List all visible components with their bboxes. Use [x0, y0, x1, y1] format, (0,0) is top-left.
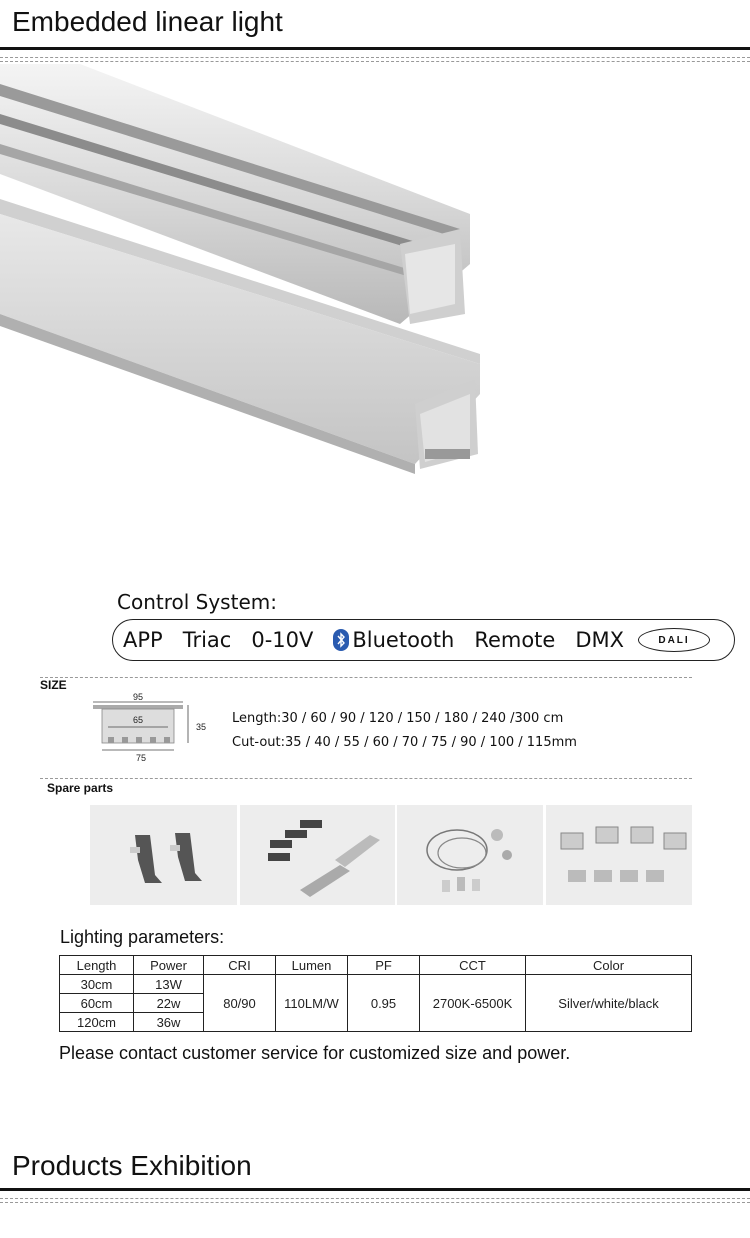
cell-length: 60cm — [60, 994, 134, 1013]
product-image — [0, 64, 750, 514]
section-title-products: Products Exhibition — [12, 1150, 252, 1181]
col-power: Power — [134, 956, 204, 975]
title-rule — [0, 1188, 750, 1191]
customization-note: Please contact customer service for customized size and power. — [59, 1043, 571, 1063]
dim-bottom: 75 — [135, 753, 147, 763]
control-0-10v: 0-10V — [251, 628, 314, 652]
cell-power: 22w — [134, 994, 204, 1013]
control-triac: Triac — [182, 628, 232, 652]
length-spec: Length:30 / 60 / 90 / 120 / 150 / 180 / 240 /300 cm — [232, 711, 564, 726]
dotted-divider — [40, 778, 692, 779]
table-header-row — [60, 956, 692, 975]
dotted-divider — [0, 61, 750, 62]
title-rule — [0, 47, 750, 50]
control-system-bar — [112, 619, 735, 661]
cell-lumen: 110LM/W — [276, 975, 348, 1032]
lighting-parameters-table — [59, 955, 692, 1032]
cell-power: 36w — [134, 1013, 204, 1032]
control-remote: Remote — [474, 628, 556, 652]
cell-length: 120cm — [60, 1013, 134, 1032]
col-length: Length — [60, 956, 134, 975]
dim-height: 35 — [196, 722, 207, 732]
spare-part-photo — [397, 805, 543, 905]
spare-part-photo — [240, 805, 395, 905]
col-lumen: Lumen — [276, 956, 348, 975]
dotted-divider — [0, 1198, 750, 1199]
table-row — [60, 975, 692, 994]
page-title: Embedded linear light — [12, 6, 283, 37]
col-pf: PF — [348, 956, 420, 975]
cell-power: 13W — [134, 975, 204, 994]
spare-part-photo — [90, 805, 237, 905]
col-color: Color — [526, 956, 692, 975]
dotted-divider — [40, 677, 692, 678]
control-app: APP — [123, 628, 163, 652]
dotted-divider — [0, 1202, 750, 1203]
cell-cct: 2700K-6500K — [420, 975, 526, 1032]
cell-cri: 80/90 — [204, 975, 276, 1032]
col-cct: CCT — [420, 956, 526, 975]
cutout-spec: Cut-out:35 / 40 / 55 / 60 / 70 / 75 / 90 / 100 / 115mm — [232, 735, 577, 750]
col-cri: CRI — [204, 956, 276, 975]
dim-top: 95 — [132, 692, 144, 702]
cross-section-drawing — [88, 690, 218, 765]
spare-parts-label: Spare parts — [47, 781, 114, 795]
cell-color: Silver/white/black — [526, 975, 692, 1032]
control-bluetooth — [333, 628, 454, 652]
bluetooth-icon — [333, 629, 349, 651]
lighting-parameters-title: Lighting parameters: — [60, 927, 225, 947]
control-bluetooth-label: Bluetooth — [352, 628, 455, 652]
cell-length: 30cm — [60, 975, 134, 994]
dim-inner: 65 — [132, 715, 144, 725]
size-label: SIZE — [40, 678, 67, 692]
dali-logo: DALI — [638, 628, 710, 652]
spare-part-photo — [546, 805, 692, 905]
cell-pf: 0.95 — [348, 975, 420, 1032]
control-system-title: Control System: — [117, 590, 277, 614]
control-dmx: DMX — [575, 628, 625, 652]
dotted-divider — [0, 57, 750, 58]
